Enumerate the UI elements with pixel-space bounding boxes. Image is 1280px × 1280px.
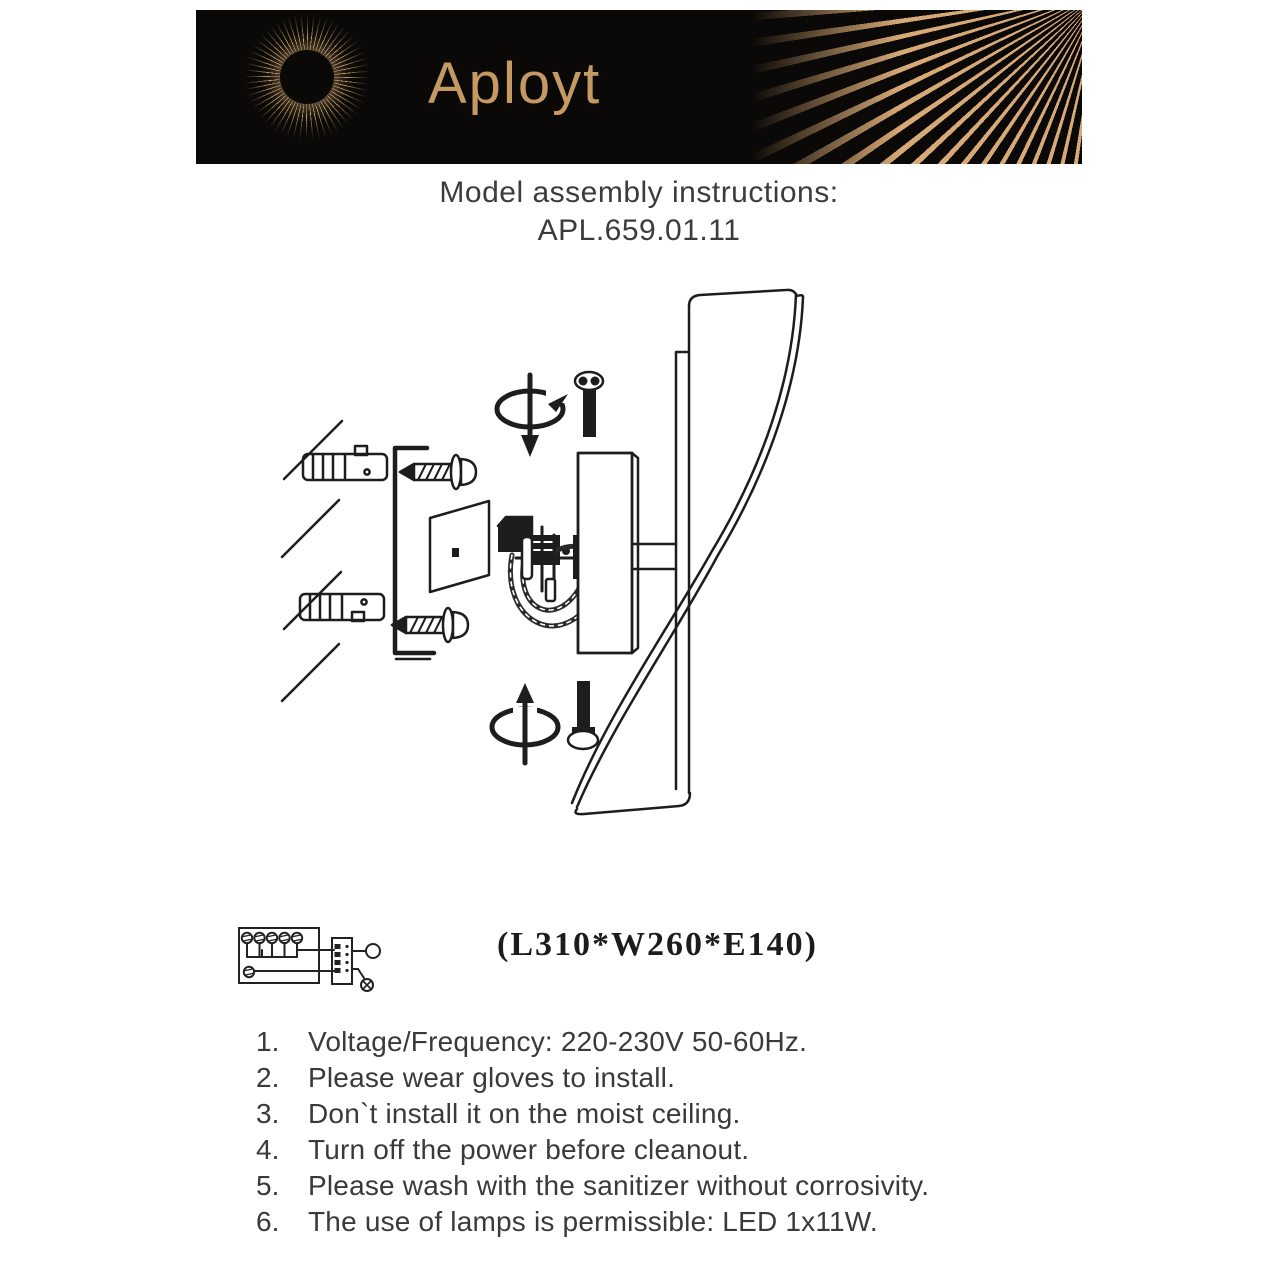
lamp-symbol — [352, 944, 380, 958]
list-item — [256, 1168, 1096, 1204]
item-text: Please wear gloves to install. — [308, 1062, 676, 1093]
title-block — [196, 174, 1082, 250]
item-number: 4. — [256, 1134, 280, 1165]
mounting-screw-top — [400, 455, 476, 489]
item-number: 5. — [256, 1170, 280, 1201]
item-text: Voltage/Frequency: 220-230V 50-60Hz. — [308, 1026, 808, 1057]
instruction-list — [256, 1024, 1096, 1240]
rotation-arrow-top-icon — [497, 375, 570, 457]
wall-anchor-bottom — [300, 594, 384, 621]
page-title: Model assembly instructions: — [439, 176, 839, 209]
item-text: Please wash with the sanitizer without corrosivity. — [308, 1170, 930, 1201]
junction-plate — [430, 501, 489, 592]
list-item — [256, 1024, 1096, 1060]
dimension-label: (L310*W260*E140) — [497, 926, 818, 963]
terminal-block — [239, 928, 319, 983]
item-number: 6. — [256, 1206, 280, 1237]
ground-symbol — [352, 969, 373, 991]
list-item — [256, 1204, 1096, 1240]
screw-bottom-icon — [568, 681, 598, 749]
wiring-schematic — [232, 918, 432, 1010]
corner-rays-decoration — [752, 10, 1082, 164]
list-item — [256, 1096, 1096, 1132]
item-number: 3. — [256, 1098, 280, 1129]
screw-top-icon — [575, 372, 603, 437]
model-number: APL.659.01.11 — [537, 214, 741, 247]
item-number: 2. — [256, 1062, 280, 1093]
list-item — [256, 1060, 1096, 1096]
item-text: The use of lamps is permissible: LED 1x11W. — [308, 1206, 878, 1237]
wall-anchor-top — [303, 446, 387, 480]
sunburst-core — [280, 50, 334, 104]
list-item — [256, 1132, 1096, 1168]
brand-name: Aployt — [428, 51, 602, 116]
mounting-screw-bottom — [392, 608, 468, 642]
rotation-arrow-bottom-icon — [492, 683, 558, 763]
connector — [332, 938, 352, 984]
assembly-diagram — [240, 280, 870, 860]
item-text: Don`t install it on the moist ceiling. — [308, 1098, 741, 1129]
item-text: Turn off the power before cleanout. — [308, 1134, 750, 1165]
driver-plate — [573, 453, 676, 653]
brand-banner — [196, 10, 1082, 164]
item-number: 1. — [256, 1026, 280, 1057]
wiring-lines — [254, 950, 334, 971]
